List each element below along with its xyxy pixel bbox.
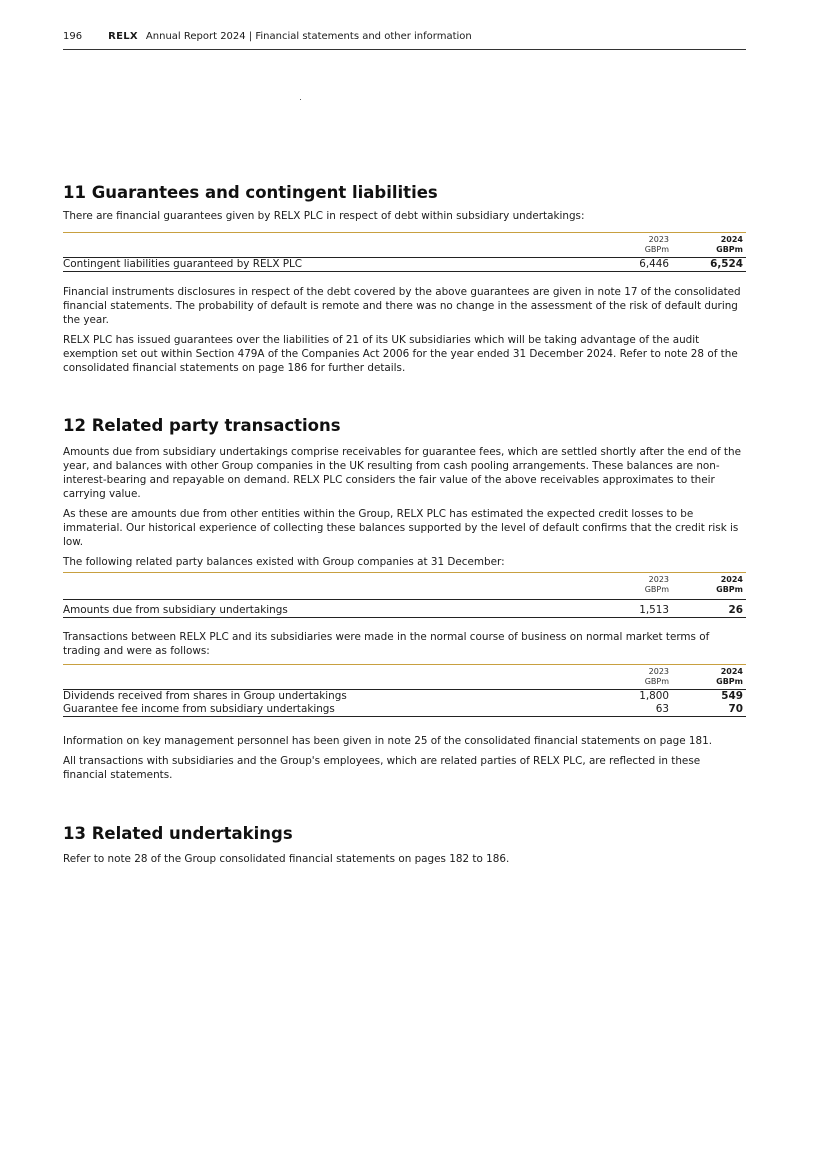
section-11-para-2: RELX PLC has issued guarantees over the liabilities of 21 of its UK subsidiaries which will be taking advantage of the audit exemption set out within Section 479A of the Companies Act 2006 for the year ended 31 December 2024. Refer to note 28 of the consolidated financial statements on page 186 for further details.	[63, 334, 738, 374]
col-2024-header	[716, 235, 743, 255]
table-row	[63, 599, 746, 618]
col-2023-unit: GBPm	[644, 585, 669, 594]
section-12-para-2: As these are amounts due from other entities within the Group, RELX PLC has estimated the expected credit losses to be immaterial. Our historical experience of collecting these balances supported by the level of default confirms that the credit risk is low.	[63, 508, 739, 548]
col-2023-year: 2023	[648, 235, 669, 244]
row-value-2023: 1,800	[639, 690, 669, 702]
row-value-2023: 63	[655, 703, 669, 715]
section-11	[63, 183, 746, 375]
col-2024-year: 2024	[720, 575, 743, 584]
row-label: Dividends received from shares in Group undertakings	[63, 690, 347, 702]
col-2024-unit: GBPm	[716, 585, 743, 594]
page-header	[63, 31, 746, 50]
table-row	[63, 703, 746, 717]
col-2023-year: 2023	[648, 575, 669, 584]
section-12-heading: 12 Related party transactions	[63, 416, 341, 435]
table-header	[63, 572, 746, 597]
row-value-2024: 549	[721, 690, 743, 702]
table-row	[63, 689, 746, 703]
col-2023-year: 2023	[648, 667, 669, 676]
col-2024-unit: GBPm	[716, 677, 743, 686]
table-header	[63, 664, 746, 689]
section-13-para-1: Refer to note 28 of the Group consolidated financial statements on pages 182 to 186.	[63, 853, 510, 865]
section-11-intro: There are financial guarantees given by RELX PLC in respect of debt within subsidiary undertakings:	[63, 210, 585, 222]
section-11-heading: 11 Guarantees and contingent liabilities	[63, 183, 438, 202]
col-2024-header	[716, 667, 743, 687]
row-value-2023: 6,446	[639, 258, 669, 270]
row-value-2024: 6,524	[710, 258, 743, 270]
page-number: 196	[63, 31, 83, 42]
col-2023-unit: GBPm	[644, 677, 669, 686]
header-title: Annual Report 2024 | Financial statements and other information	[145, 31, 472, 42]
guarantees-table	[63, 232, 746, 272]
balances-table	[63, 572, 746, 618]
row-label: Guarantee fee income from subsidiary undertakings	[63, 703, 335, 715]
table-row	[63, 257, 746, 272]
row-value-2023: 1,513	[639, 604, 669, 616]
section-12	[63, 416, 746, 782]
section-13-heading: 13 Related undertakings	[63, 824, 293, 843]
section-12-para-3: The following related party balances existed with Group companies at 31 December:	[63, 556, 505, 568]
section-12-para-1: Amounts due from subsidiary undertakings comprise receivables for guarantee fees, which are settled shortly after the end of the year, and balances with other Group companies in the UK resulting from cash pooling arrangements. These balances are non-interest-bearing and repayable on demand. RELX PLC considers the fair value of the above receivables approximates to their carrying value.	[63, 446, 741, 500]
row-value-2024: 26	[728, 604, 743, 616]
stray-dot	[300, 99, 301, 100]
col-2023-header	[645, 575, 669, 595]
section-12-para-6: All transactions with subsidiaries and the Group's employees, which are related parties of RELX PLC, are reflected in these financial statements.	[63, 755, 701, 781]
col-2023-unit: GBPm	[644, 245, 669, 254]
col-2023-header	[645, 667, 669, 687]
col-2024-header	[716, 575, 743, 595]
col-2024-unit: GBPm	[716, 245, 743, 254]
col-2024-year: 2024	[720, 667, 743, 676]
transactions-table	[63, 664, 746, 717]
section-12-para-5: Information on key management personnel has been given in note 25 of the consolidated financial statements on page 181.	[63, 735, 713, 747]
row-label: Contingent liabilities guaranteed by RELX PLC	[63, 258, 303, 270]
row-label: Amounts due from subsidiary undertakings	[63, 604, 288, 616]
row-value-2024: 70	[728, 703, 743, 715]
col-2024-year: 2024	[720, 235, 743, 244]
brand-name: RELX	[108, 31, 138, 42]
table-header	[63, 232, 746, 257]
col-2023-header	[645, 235, 669, 255]
section-11-para-1: Financial instruments disclosures in respect of the debt covered by the above guarantees are given in note 17 of the consolidated financial statements. The probability of default is remote and there was no change in the assessment of the risk of default during the year.	[63, 286, 741, 326]
section-13	[63, 824, 746, 866]
section-12-para-4: Transactions between RELX PLC and its subsidiaries were made in the normal course of business on normal market terms of trading and were as follows:	[63, 631, 710, 657]
